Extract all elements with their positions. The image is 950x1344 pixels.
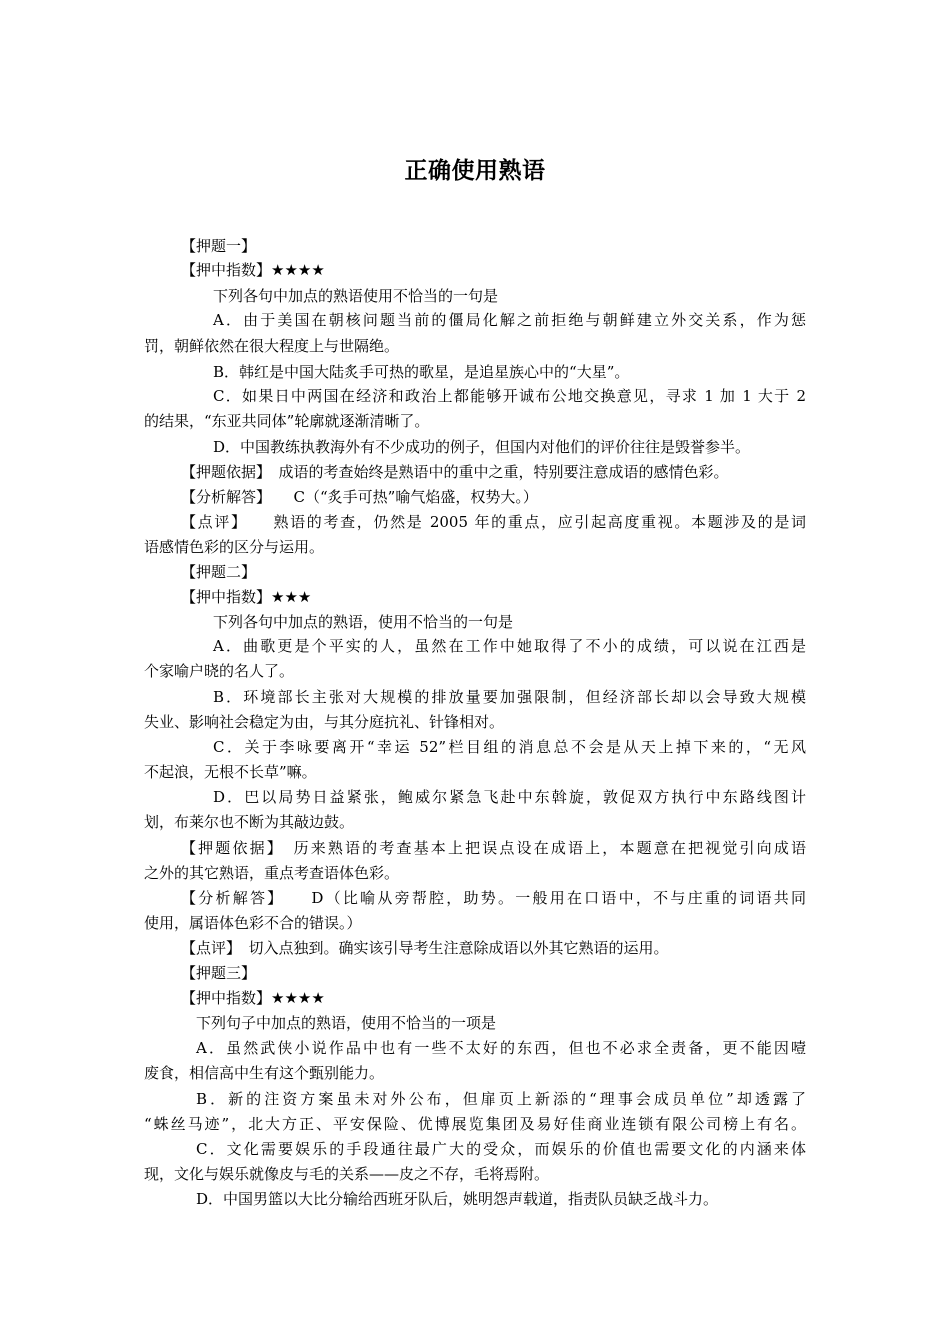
q2-option-c-line2: 不起浪，无根不长草”嘛。 [144,763,317,781]
q2-option-a-line2: 个家喻户晓的名人了。 [144,662,295,680]
page-title: 正确使用熟语 [404,158,546,184]
q1-stem: 下列各句中加点的熟语使用不恰当的一句是 [213,287,499,305]
q1-comment-line1: 【点评】 熟语的考查，仍然是 2005 年的重点，应引起高度重视。本题涉及的是词 [181,513,806,531]
q3-option-d: D．中国男篮以大比分输给西班牙队后，姚明怨声载道，指责队员缺乏战斗力。 [196,1190,719,1208]
q1-option-d: D．中国教练执教海外有不少成功的例子，但国内对他们的评价往往是毁誉参半。 [213,438,751,456]
q3-stem: 下列句子中加点的熟语，使用不恰当的一项是 [196,1014,497,1032]
q1-basis: 【押题依据】 成语的考查始终是熟语中的重中之重，特别要注意成语的感情色彩。 [181,463,729,481]
q1-option-c-line1: C．如果日中两国在经济和政治上都能够开诚布公地交换意见，寻求 1 加 1 大于 2 [213,387,806,405]
q2-comment: 【点评】 切入点独到。确实该引导考生注意除成语以外其它熟语的运用。 [181,939,669,957]
q3-header: 【押题三】 [181,964,257,982]
q3-option-c-line1: C．文化需要娱乐的手段通往最广大的受众，而娱乐的价值也需要文化的内涵来体 [196,1140,806,1158]
q3-option-b-line2: “蛛丝马迹”，北大方正、平安保险、优博展览集团及易好佳商业连锁有限公司榜上有名。 [144,1115,806,1133]
q2-answer-line2: 使用，属语体色彩不合的错误。） [144,914,362,932]
q2-index: 【押中指数】★★★ [181,588,312,606]
q2-basis-line1: 【押题依据】 历来熟语的考查基本上把误点设在成语上，本题意在把视觉引向成语 [181,839,806,857]
q1-option-b: B．韩红是中国大陆炙手可热的歌星，是追星族心中的“大星”。 [213,363,630,381]
q1-option-a-line1: A．由于美国在朝核问题当前的僵局化解之前拒绝与朝鲜建立外交关系，作为惩 [213,311,806,329]
q1-option-c-line2: 的结果，“东亚共同体”轮廓就逐渐清晰了。 [144,412,430,430]
q3-option-a-line2: 废食，相信高中生有这个甄别能力。 [144,1064,385,1082]
q2-basis-line2: 之外的其它熟语，重点考查语体色彩。 [144,864,400,882]
q2-option-c-line1: C．关于李咏要离开“幸运 52”栏目组的消息总不会是从天上掉下来的，“无风 [213,738,806,756]
q1-comment-line2: 语感情色彩的区分与运用。 [144,538,325,556]
q2-option-a-line1: A．曲歌更是个平实的人，虽然在工作中她取得了不小的成绩，可以说在江西是 [213,637,806,655]
q1-answer: 【分析解答】 C（“炙手可热”喻气焰盛，权势大。） [181,488,538,506]
q1-option-a-line2: 罚，朝鲜依然在很大程度上与世隔绝。 [144,337,400,355]
q1-index: 【押中指数】★★★★ [181,261,325,279]
q2-option-b-line2: 失业、影响社会稳定为由，与其分庭抗礼、针锋相对。 [144,713,505,731]
q3-index: 【押中指数】★★★★ [181,989,325,1007]
q2-option-b-line1: B．环境部长主张对大规模的排放量要加强限制，但经济部长却以会导致大规模 [213,688,806,706]
q2-answer-line1: 【分析解答】 D（比喻从旁帮腔，助势。一般用在口语中，不与庄重的词语共同 [181,889,806,907]
q1-header: 【押题一】 [181,237,257,255]
q3-option-c-line2: 现，文化与娱乐就像皮与毛的关系——皮之不存，毛将焉附。 [144,1165,550,1183]
q3-option-a-line1: A．虽然武侠小说作品中也有一些不太好的东西，但也不必求全责备，更不能因噎 [196,1039,806,1057]
q2-option-d-line2: 划，布莱尔也不断为其敲边鼓。 [144,813,355,831]
q2-stem: 下列各句中加点的熟语，使用不恰当的一句是 [213,613,514,631]
q2-header: 【押题二】 [181,563,257,581]
q3-option-b-line1: B．新的注资方案虽未对外公布，但扉页上新添的“理事会成员单位”却透露了 [196,1090,806,1108]
q2-option-d-line1: D．巴以局势日益紧张，鲍威尔紧急飞赴中东斡旋，敦促双方执行中东路线图计 [213,788,806,806]
